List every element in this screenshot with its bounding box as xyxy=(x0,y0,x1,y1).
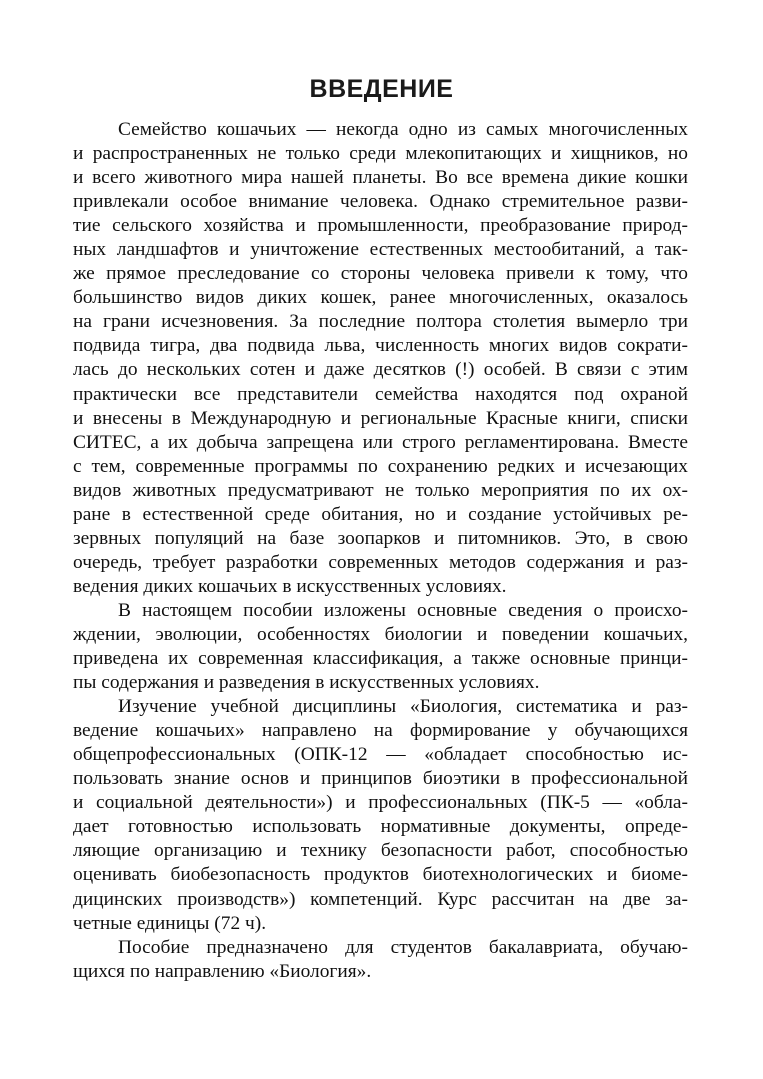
text-line: щихся по направлению «Биология». xyxy=(73,960,372,982)
text-line: Изучение учебной дисциплины «Биология, систематика и раз- xyxy=(118,696,688,718)
text-line: общепрофессиональных (ОПК-12 — «обладает способностью ис- xyxy=(73,744,688,766)
text-line: зервных популяций на базе зоопарков и питомников. Это, в свою xyxy=(73,527,688,549)
text-line: оценивать биобезопасность продуктов биотехнологических и биоме- xyxy=(73,864,688,886)
text-line: четные единицы (72 ч). xyxy=(73,912,267,934)
text-line: дицинских производств») компетенций. Курс рассчитан на две за- xyxy=(73,888,688,910)
paragraph xyxy=(73,118,688,599)
text-line: видов животных предусматривают не только мероприятия по их ох- xyxy=(73,479,688,501)
text-line: тие сельского хозяйства и промышленности, преобразование природ- xyxy=(73,215,688,237)
paragraph xyxy=(73,936,688,984)
text-line: ране в естественной среде обитания, но и создание устойчивых ре- xyxy=(73,503,688,525)
paragraph xyxy=(73,695,688,935)
text-line: приведена их современная классификация, а также основные принци- xyxy=(73,648,688,670)
text-line: В настоящем пособии изложены основные сведения о происхо- xyxy=(118,599,688,621)
text-line: и социальной деятельности») и профессиональных (ПК-5 — «обла- xyxy=(73,792,688,814)
text-line: Пособие предназначено для студентов бакалавриата, обучаю- xyxy=(118,936,688,958)
text-line: очередь, требует разработки современных методов содержания и раз- xyxy=(73,551,688,573)
text-line: большинство видов диких кошек, ранее многочисленных, оказалось xyxy=(73,287,688,309)
text-line: на грани исчезновения. За последние полтора столетия вымерло три xyxy=(73,311,688,333)
text-line: же прямое преследование со стороны человека привели к тому, что xyxy=(73,263,688,285)
text-line: СИТЕС, а их добыча запрещена или строго регламентирована. Вместе xyxy=(73,431,688,453)
text-line: привлекали особое внимание человека. Однако стремительное разви- xyxy=(73,191,688,213)
text-line: пользовать знание основ и принципов биоэтики в профессиональной xyxy=(73,768,688,790)
text-line: лась до нескольких сотен и даже десятков (!) особей. В связи с этим xyxy=(73,359,688,381)
text-line: дает готовностью использовать нормативные документы, опреде- xyxy=(73,816,688,838)
text-line: ведение кошачьих» направлено на формирование у обучающихся xyxy=(73,720,688,742)
text-line: ведения диких кошачьих в искусственных условиях. xyxy=(73,575,507,597)
text-line: и распространенных не только среди млекопитающих и хищников, но xyxy=(73,143,688,165)
text-line: ляющие организацию и технику безопасности работ, способностью xyxy=(73,840,688,862)
text-line: ждении, эволюции, особенностях биологии и поведении кошачьих, xyxy=(73,623,688,645)
text-line: пы содержания и разведения в искусственных условиях. xyxy=(73,672,540,694)
text-line: Семейство кошачьих — некогда одно из самых многочисленных xyxy=(118,119,688,140)
text-line: ных ландшафтов и уничтожение естественных местообитаний, а так- xyxy=(73,239,688,261)
text-line: подвида тигра, два подвида льва, численность многих видов сократи- xyxy=(73,335,688,357)
page-title: ВВЕДЕНИЕ xyxy=(309,75,454,103)
text-line: и всего животного мира нашей планеты. Во все времена дикие кошки xyxy=(73,167,688,189)
paragraph xyxy=(73,599,688,695)
text-line: и внесены в Международную и региональные Красные книги, списки xyxy=(73,407,688,429)
body-text xyxy=(73,118,688,984)
text-line: с тем, современные программы по сохранению редких и исчезающих xyxy=(73,455,688,477)
text-line: практически все представители семейства находятся под охраной xyxy=(73,383,688,405)
